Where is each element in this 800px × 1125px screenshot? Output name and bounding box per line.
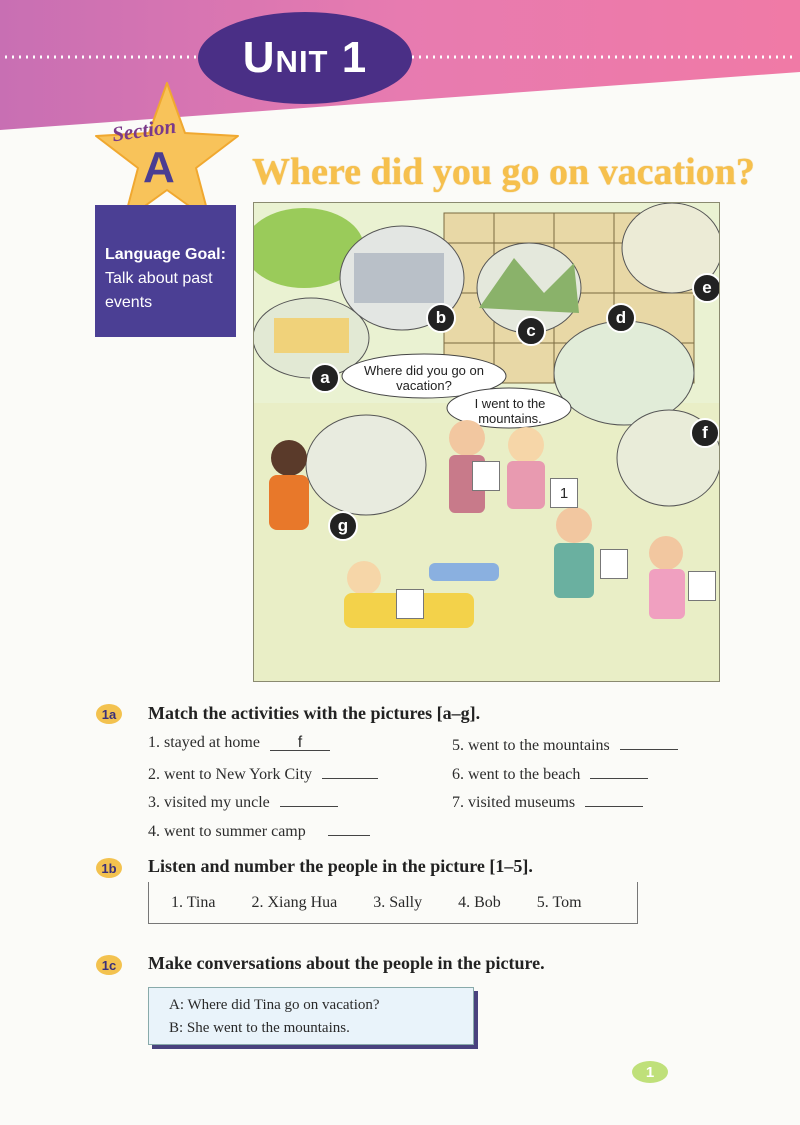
vacation-illustration <box>253 202 720 682</box>
match-item-5: 5. went to the mountains <box>452 733 678 755</box>
answer-blank[interactable] <box>620 733 678 750</box>
name-item: 1. Tina <box>171 893 216 911</box>
page-number: 1 <box>632 1061 668 1083</box>
answer-blank[interactable] <box>328 819 370 836</box>
conversation-box <box>148 987 474 1045</box>
match-item-6: 6. went to the beach <box>452 762 648 784</box>
match-item-7: 7. visited museums <box>452 790 643 812</box>
conversation-line-b: B: She went to the mountains. <box>169 1020 350 1036</box>
language-goal-box <box>95 205 236 337</box>
answer-blank[interactable] <box>322 762 378 779</box>
unit-title: Unit 1 <box>198 12 412 104</box>
picture-label-f: f <box>690 418 720 448</box>
person-number-box[interactable]: 1 <box>550 478 578 508</box>
names-box <box>148 882 638 924</box>
exercise-1a-instruction: Match the activities with the pictures [a–g]. <box>148 703 481 723</box>
person-number-box[interactable] <box>600 549 628 579</box>
exercise-1c-instruction: Make conversations about the people in the picture. <box>148 953 545 973</box>
answer-blank[interactable] <box>280 790 338 807</box>
match-item-4: 4. went to summer camp <box>148 819 370 841</box>
person-number-box[interactable] <box>396 589 424 619</box>
exercise-1c-badge: 1c <box>96 955 122 975</box>
picture-label-b: b <box>426 303 456 333</box>
section-letter: A <box>143 143 175 192</box>
speech-bubble-2: I went to the mountains. <box>474 396 546 426</box>
name-item: 4. Bob <box>458 893 501 911</box>
match-item-1: 1. stayed at home f <box>148 734 330 752</box>
answer-blank[interactable]: f <box>270 734 330 751</box>
picture-label-e: e <box>692 273 720 303</box>
speech-bubble-1: Where did you go on vacation? <box>364 363 484 393</box>
goal-heading: Language Goal: <box>105 246 226 263</box>
lesson-title: Where did you go on vacation? <box>252 151 755 193</box>
section-label: Section <box>110 113 178 147</box>
person-number-box[interactable] <box>472 461 500 491</box>
exercise-1b-instruction: Listen and number the people in the picture [1–5]. <box>148 856 533 876</box>
name-item: 3. Sally <box>373 893 423 911</box>
exercise-1a-badge: 1a <box>96 704 122 724</box>
name-item: 2. Xiang Hua <box>251 893 338 911</box>
match-item-2: 2. went to New York City <box>148 762 378 784</box>
picture-label-a: a <box>310 363 340 393</box>
picture-label-c: c <box>516 316 546 346</box>
picture-label-g: g <box>328 511 358 541</box>
answer-blank[interactable] <box>585 790 643 807</box>
picture-label-d: d <box>606 303 636 333</box>
conversation-line-a: A: Where did Tina go on vacation? <box>169 997 380 1013</box>
match-item-3: 3. visited my uncle <box>148 790 338 812</box>
goal-text: Talk about past events <box>105 270 213 311</box>
answer-blank[interactable] <box>590 762 648 779</box>
illustration-art-icon <box>254 203 719 681</box>
person-number-box[interactable] <box>688 571 716 601</box>
name-item: 5. Tom <box>536 893 582 911</box>
exercise-1b-badge: 1b <box>96 858 122 878</box>
